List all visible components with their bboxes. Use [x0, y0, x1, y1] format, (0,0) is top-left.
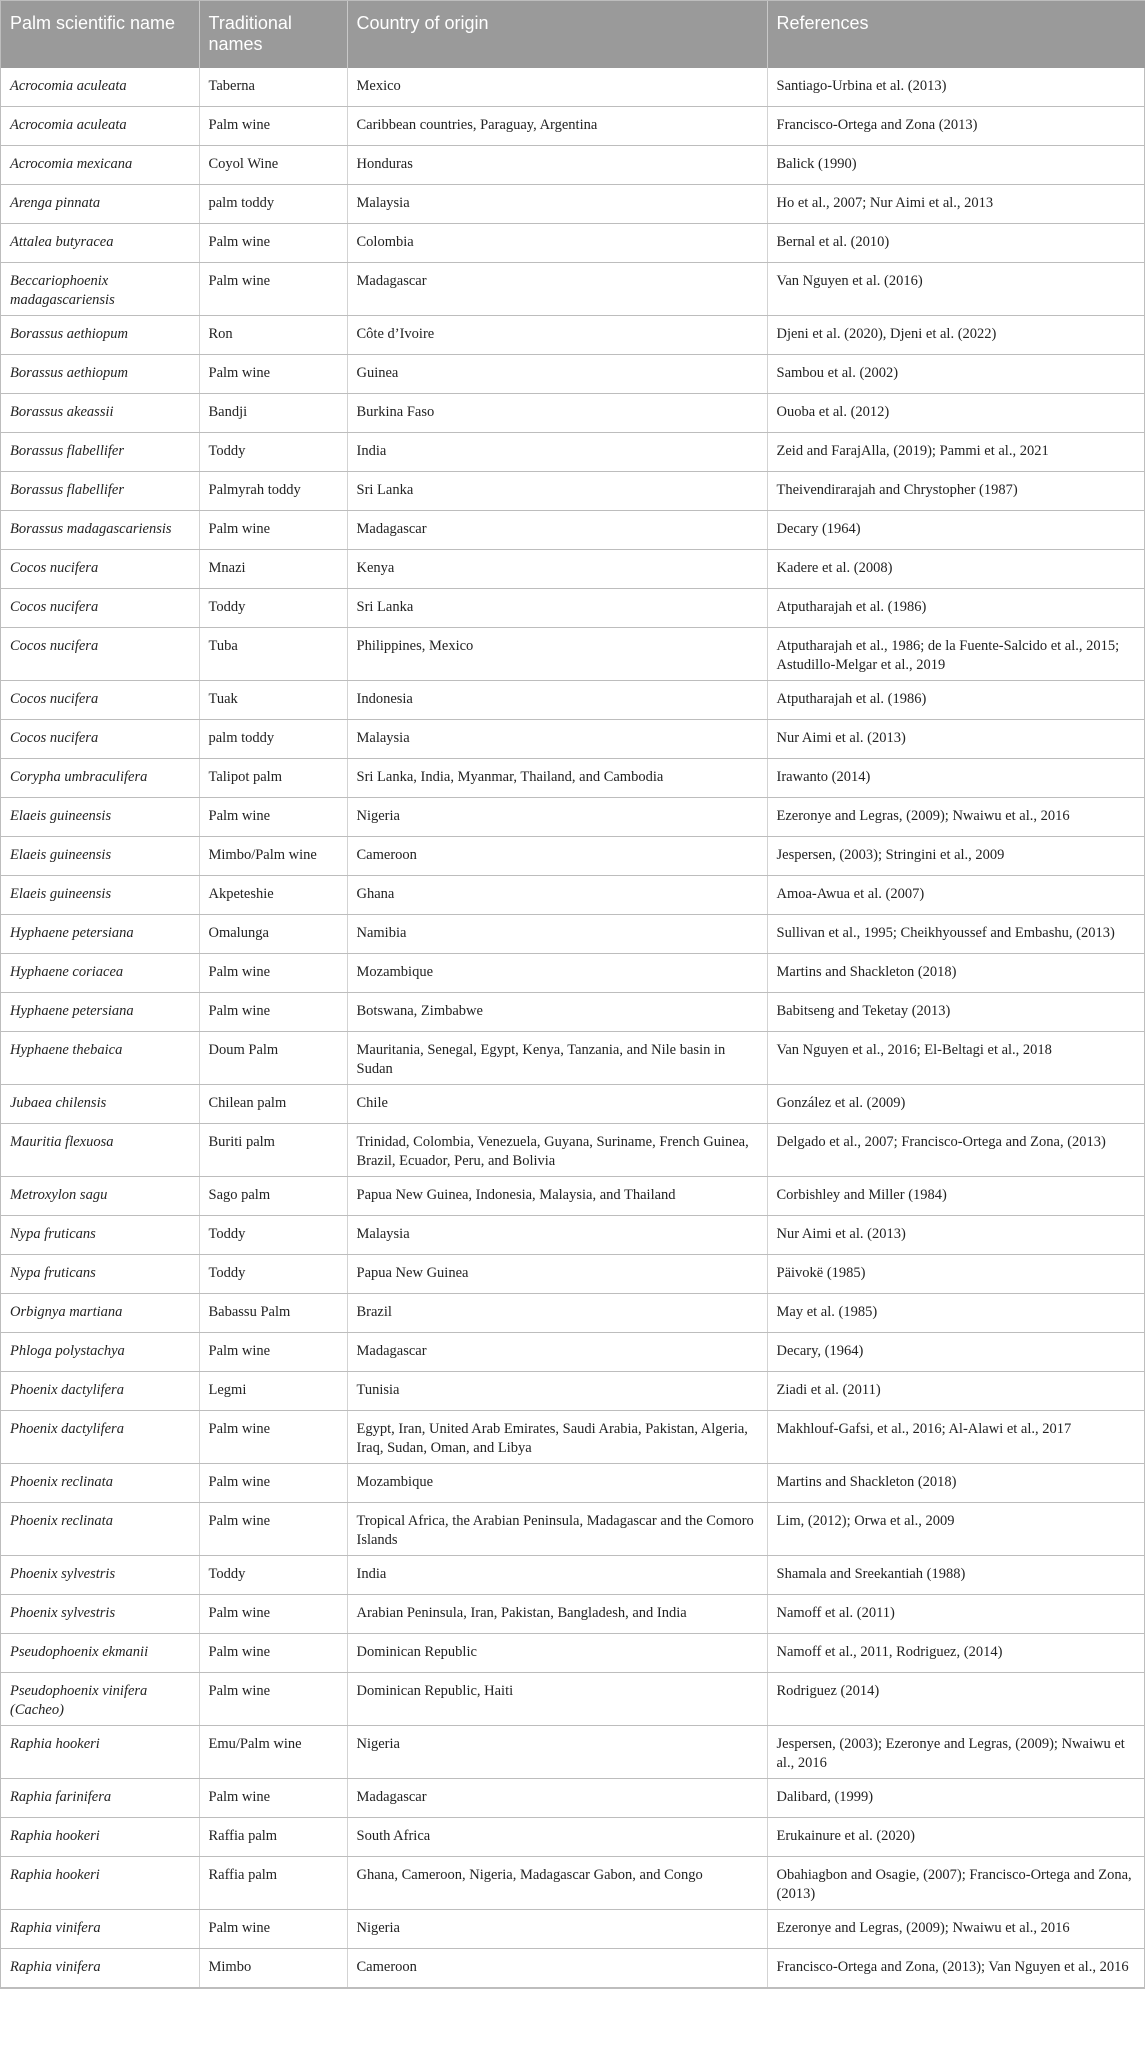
- country-cell: Côte d’Ivoire: [347, 316, 767, 355]
- country-cell: Namibia: [347, 915, 767, 954]
- table-row: [1, 1673, 1145, 1726]
- traditional-name-cell: Toddy: [199, 1216, 347, 1255]
- reference-cell: Van Nguyen et al., 2016; El-Beltagi et al., 2018: [767, 1032, 1145, 1085]
- table-row: [1, 355, 1145, 394]
- header-row: [1, 1, 1145, 68]
- country-cell: Mozambique: [347, 954, 767, 993]
- table-row: [1, 472, 1145, 511]
- country-cell: Dominican Republic, Haiti: [347, 1673, 767, 1726]
- reference-cell: Zeid and FarajAlla, (2019); Pammi et al., 2021: [767, 433, 1145, 472]
- scientific-name-cell: Cocos nucifera: [1, 720, 199, 759]
- reference-cell: Francisco-Ortega and Zona, (2013); Van Nguyen et al., 2016: [767, 1949, 1145, 1988]
- scientific-name-cell: Raphia vinifera: [1, 1910, 199, 1949]
- country-cell: Cameroon: [347, 1949, 767, 1988]
- country-cell: Tropical Africa, the Arabian Peninsula, Madagascar and the Comoro Islands: [347, 1503, 767, 1556]
- table-row: [1, 1503, 1145, 1556]
- table-row: [1, 263, 1145, 316]
- traditional-name-cell: Coyol Wine: [199, 146, 347, 185]
- reference-cell: Ziadi et al. (2011): [767, 1372, 1145, 1411]
- table-row: [1, 146, 1145, 185]
- scientific-name-cell: Elaeis guineensis: [1, 876, 199, 915]
- table-row: [1, 511, 1145, 550]
- reference-cell: Obahiagbon and Osagie, (2007); Francisco-Ortega and Zona, (2013): [767, 1857, 1145, 1910]
- scientific-name-cell: Corypha umbraculifera: [1, 759, 199, 798]
- scientific-name-cell: Pseudophoenix vinifera (Cacheo): [1, 1673, 199, 1726]
- table-row: [1, 1910, 1145, 1949]
- scientific-name-cell: Hyphaene coriacea: [1, 954, 199, 993]
- table-row: [1, 1726, 1145, 1779]
- reference-cell: Delgado et al., 2007; Francisco-Ortega and Zona, (2013): [767, 1124, 1145, 1177]
- country-cell: Ghana, Cameroon, Nigeria, Madagascar Gabon, and Congo: [347, 1857, 767, 1910]
- traditional-name-cell: palm toddy: [199, 720, 347, 759]
- reference-cell: Van Nguyen et al. (2016): [767, 263, 1145, 316]
- reference-cell: Ezeronye and Legras, (2009); Nwaiwu et al., 2016: [767, 798, 1145, 837]
- country-cell: Mozambique: [347, 1464, 767, 1503]
- table-row: [1, 681, 1145, 720]
- table-row: [1, 1949, 1145, 1988]
- header-traditional-names: Traditional names: [199, 1, 347, 68]
- table-row: [1, 1634, 1145, 1673]
- traditional-name-cell: Palm wine: [199, 1779, 347, 1818]
- scientific-name-cell: Orbignya martiana: [1, 1294, 199, 1333]
- country-cell: Sri Lanka: [347, 472, 767, 511]
- scientific-name-cell: Hyphaene thebaica: [1, 1032, 199, 1085]
- scientific-name-cell: Hyphaene petersiana: [1, 915, 199, 954]
- table-row: [1, 628, 1145, 681]
- scientific-name-cell: Metroxylon sagu: [1, 1177, 199, 1216]
- reference-cell: Atputharajah et al., 1986; de la Fuente-Salcido et al., 2015; Astudillo-Melgar et al., 2019: [767, 628, 1145, 681]
- country-cell: Colombia: [347, 224, 767, 263]
- table-row: [1, 1556, 1145, 1595]
- scientific-name-cell: Phoenix dactylifera: [1, 1411, 199, 1464]
- traditional-name-cell: Chilean palm: [199, 1085, 347, 1124]
- table-row: [1, 1255, 1145, 1294]
- scientific-name-cell: Raphia hookeri: [1, 1818, 199, 1857]
- scientific-name-cell: Acrocomia mexicana: [1, 146, 199, 185]
- table-row: [1, 1595, 1145, 1634]
- traditional-name-cell: Palm wine: [199, 355, 347, 394]
- scientific-name-cell: Nypa fruticans: [1, 1216, 199, 1255]
- traditional-name-cell: Palm wine: [199, 1595, 347, 1634]
- country-cell: Dominican Republic: [347, 1634, 767, 1673]
- reference-cell: Sullivan et al., 1995; Cheikhyoussef and Embashu, (2013): [767, 915, 1145, 954]
- scientific-name-cell: Phoenix dactylifera: [1, 1372, 199, 1411]
- table-row: [1, 1411, 1145, 1464]
- traditional-name-cell: Tuak: [199, 681, 347, 720]
- reference-cell: Babitseng and Teketay (2013): [767, 993, 1145, 1032]
- traditional-name-cell: Palm wine: [199, 1910, 347, 1949]
- traditional-name-cell: Emu/Palm wine: [199, 1726, 347, 1779]
- traditional-name-cell: Toddy: [199, 1255, 347, 1294]
- table-row: [1, 993, 1145, 1032]
- table-row: [1, 550, 1145, 589]
- table-row: [1, 1779, 1145, 1818]
- country-cell: Malaysia: [347, 1216, 767, 1255]
- header-country-of-origin: Country of origin: [347, 1, 767, 68]
- scientific-name-cell: Attalea butyracea: [1, 224, 199, 263]
- table-row: [1, 394, 1145, 433]
- reference-cell: Ezeronye and Legras, (2009); Nwaiwu et al., 2016: [767, 1910, 1145, 1949]
- reference-cell: Erukainure et al. (2020): [767, 1818, 1145, 1857]
- table-row: [1, 1177, 1145, 1216]
- country-cell: Chile: [347, 1085, 767, 1124]
- traditional-name-cell: Mnazi: [199, 550, 347, 589]
- scientific-name-cell: Borassus flabellifer: [1, 433, 199, 472]
- scientific-name-cell: Jubaea chilensis: [1, 1085, 199, 1124]
- scientific-name-cell: Acrocomia aculeata: [1, 68, 199, 107]
- scientific-name-cell: Cocos nucifera: [1, 628, 199, 681]
- scientific-name-cell: Beccariophoenix madagascariensis: [1, 263, 199, 316]
- reference-cell: Namoff et al., 2011, Rodriguez, (2014): [767, 1634, 1145, 1673]
- table-row: [1, 876, 1145, 915]
- scientific-name-cell: Borassus flabellifer: [1, 472, 199, 511]
- country-cell: India: [347, 433, 767, 472]
- scientific-name-cell: Elaeis guineensis: [1, 798, 199, 837]
- country-cell: Kenya: [347, 550, 767, 589]
- table-row: [1, 1216, 1145, 1255]
- country-cell: Arabian Peninsula, Iran, Pakistan, Bangladesh, and India: [347, 1595, 767, 1634]
- scientific-name-cell: Hyphaene petersiana: [1, 993, 199, 1032]
- traditional-name-cell: Omalunga: [199, 915, 347, 954]
- reference-cell: Martins and Shackleton (2018): [767, 1464, 1145, 1503]
- traditional-name-cell: Tuba: [199, 628, 347, 681]
- country-cell: Indonesia: [347, 681, 767, 720]
- country-cell: Madagascar: [347, 1779, 767, 1818]
- reference-cell: Dalibard, (1999): [767, 1779, 1145, 1818]
- traditional-name-cell: Palmyrah toddy: [199, 472, 347, 511]
- traditional-name-cell: Palm wine: [199, 954, 347, 993]
- table-row: [1, 107, 1145, 146]
- reference-cell: Balick (1990): [767, 146, 1145, 185]
- country-cell: Sri Lanka: [347, 589, 767, 628]
- table-row: [1, 1333, 1145, 1372]
- traditional-name-cell: Palm wine: [199, 224, 347, 263]
- reference-cell: Kadere et al. (2008): [767, 550, 1145, 589]
- traditional-name-cell: Palm wine: [199, 511, 347, 550]
- scientific-name-cell: Borassus aethiopum: [1, 316, 199, 355]
- table-row: [1, 1085, 1145, 1124]
- reference-cell: May et al. (1985): [767, 1294, 1145, 1333]
- reference-cell: Atputharajah et al. (1986): [767, 681, 1145, 720]
- country-cell: Malaysia: [347, 720, 767, 759]
- table-header: [1, 1, 1145, 68]
- table-row: [1, 1372, 1145, 1411]
- table-row: [1, 1032, 1145, 1085]
- traditional-name-cell: Mimbo/Palm wine: [199, 837, 347, 876]
- reference-cell: Shamala and Sreekantiah (1988): [767, 1556, 1145, 1595]
- scientific-name-cell: Phloga polystachya: [1, 1333, 199, 1372]
- reference-cell: Namoff et al. (2011): [767, 1595, 1145, 1634]
- scientific-name-cell: Acrocomia aculeata: [1, 107, 199, 146]
- palm-wine-table: [1, 1, 1145, 1988]
- traditional-name-cell: Toddy: [199, 589, 347, 628]
- table-row: [1, 720, 1145, 759]
- reference-cell: Djeni et al. (2020), Djeni et al. (2022): [767, 316, 1145, 355]
- table-row: [1, 759, 1145, 798]
- traditional-name-cell: palm toddy: [199, 185, 347, 224]
- country-cell: Nigeria: [347, 1726, 767, 1779]
- scientific-name-cell: Raphia hookeri: [1, 1857, 199, 1910]
- country-cell: Mexico: [347, 68, 767, 107]
- reference-cell: Bernal et al. (2010): [767, 224, 1145, 263]
- traditional-name-cell: Palm wine: [199, 1411, 347, 1464]
- table-row: [1, 1857, 1145, 1910]
- traditional-name-cell: Babassu Palm: [199, 1294, 347, 1333]
- scientific-name-cell: Borassus aethiopum: [1, 355, 199, 394]
- scientific-name-cell: Raphia hookeri: [1, 1726, 199, 1779]
- scientific-name-cell: Arenga pinnata: [1, 185, 199, 224]
- traditional-name-cell: Palm wine: [199, 1634, 347, 1673]
- table-row: [1, 1464, 1145, 1503]
- table-row: [1, 798, 1145, 837]
- scientific-name-cell: Borassus akeassii: [1, 394, 199, 433]
- traditional-name-cell: Legmi: [199, 1372, 347, 1411]
- country-cell: Papua New Guinea: [347, 1255, 767, 1294]
- table-row: [1, 68, 1145, 107]
- traditional-name-cell: Palm wine: [199, 798, 347, 837]
- traditional-name-cell: Toddy: [199, 433, 347, 472]
- traditional-name-cell: Palm wine: [199, 1464, 347, 1503]
- reference-cell: González et al. (2009): [767, 1085, 1145, 1124]
- reference-cell: Sambou et al. (2002): [767, 355, 1145, 394]
- table-body: [1, 68, 1145, 1988]
- reference-cell: Decary (1964): [767, 511, 1145, 550]
- country-cell: Nigeria: [347, 1910, 767, 1949]
- reference-cell: Lim, (2012); Orwa et al., 2009: [767, 1503, 1145, 1556]
- country-cell: Caribbean countries, Paraguay, Argentina: [347, 107, 767, 146]
- traditional-name-cell: Palm wine: [199, 993, 347, 1032]
- traditional-name-cell: Palm wine: [199, 1673, 347, 1726]
- country-cell: Tunisia: [347, 1372, 767, 1411]
- table-row: [1, 316, 1145, 355]
- traditional-name-cell: Akpeteshie: [199, 876, 347, 915]
- traditional-name-cell: Palm wine: [199, 1333, 347, 1372]
- table-row: [1, 224, 1145, 263]
- traditional-name-cell: Talipot palm: [199, 759, 347, 798]
- reference-cell: Jespersen, (2003); Ezeronye and Legras, (2009); Nwaiwu et al., 2016: [767, 1726, 1145, 1779]
- scientific-name-cell: Phoenix sylvestris: [1, 1595, 199, 1634]
- scientific-name-cell: Raphia vinifera: [1, 1949, 199, 1988]
- scientific-name-cell: Nypa fruticans: [1, 1255, 199, 1294]
- scientific-name-cell: Elaeis guineensis: [1, 837, 199, 876]
- table-row: [1, 915, 1145, 954]
- country-cell: Ghana: [347, 876, 767, 915]
- table-row: [1, 837, 1145, 876]
- traditional-name-cell: Raffia palm: [199, 1857, 347, 1910]
- traditional-name-cell: Mimbo: [199, 1949, 347, 1988]
- scientific-name-cell: Pseudophoenix ekmanii: [1, 1634, 199, 1673]
- traditional-name-cell: Raffia palm: [199, 1818, 347, 1857]
- country-cell: Nigeria: [347, 798, 767, 837]
- scientific-name-cell: Phoenix sylvestris: [1, 1556, 199, 1595]
- reference-cell: Amoa-Awua et al. (2007): [767, 876, 1145, 915]
- table-row: [1, 1124, 1145, 1177]
- scientific-name-cell: Mauritia flexuosa: [1, 1124, 199, 1177]
- country-cell: Philippines, Mexico: [347, 628, 767, 681]
- reference-cell: Atputharajah et al. (1986): [767, 589, 1145, 628]
- header-scientific-name: Palm scientific name: [1, 1, 199, 68]
- country-cell: India: [347, 1556, 767, 1595]
- reference-cell: Rodriguez (2014): [767, 1673, 1145, 1726]
- traditional-name-cell: Buriti palm: [199, 1124, 347, 1177]
- reference-cell: Francisco-Ortega and Zona (2013): [767, 107, 1145, 146]
- country-cell: Egypt, Iran, United Arab Emirates, Saudi Arabia, Pakistan, Algeria, Iraq, Sudan, Oman, and Libya: [347, 1411, 767, 1464]
- country-cell: Sri Lanka, India, Myanmar, Thailand, and Cambodia: [347, 759, 767, 798]
- country-cell: Madagascar: [347, 263, 767, 316]
- country-cell: Trinidad, Colombia, Venezuela, Guyana, Suriname, French Guinea, Brazil, Ecuador, Peru, and Bolivia: [347, 1124, 767, 1177]
- scientific-name-cell: Raphia farinifera: [1, 1779, 199, 1818]
- traditional-name-cell: Palm wine: [199, 1503, 347, 1556]
- reference-cell: Jespersen, (2003); Stringini et al., 2009: [767, 837, 1145, 876]
- traditional-name-cell: Ron: [199, 316, 347, 355]
- scientific-name-cell: Cocos nucifera: [1, 681, 199, 720]
- table-row: [1, 1818, 1145, 1857]
- scientific-name-cell: Phoenix reclinata: [1, 1503, 199, 1556]
- reference-cell: Ho et al., 2007; Nur Aimi et al., 2013: [767, 185, 1145, 224]
- country-cell: Mauritania, Senegal, Egypt, Kenya, Tanzania, and Nile basin in Sudan: [347, 1032, 767, 1085]
- country-cell: Guinea: [347, 355, 767, 394]
- country-cell: Madagascar: [347, 1333, 767, 1372]
- reference-cell: Corbishley and Miller (1984): [767, 1177, 1145, 1216]
- table-row: [1, 1294, 1145, 1333]
- scientific-name-cell: Cocos nucifera: [1, 589, 199, 628]
- table-row: [1, 589, 1145, 628]
- country-cell: Brazil: [347, 1294, 767, 1333]
- country-cell: Papua New Guinea, Indonesia, Malaysia, and Thailand: [347, 1177, 767, 1216]
- country-cell: South Africa: [347, 1818, 767, 1857]
- table-row: [1, 433, 1145, 472]
- scientific-name-cell: Borassus madagascariensis: [1, 511, 199, 550]
- reference-cell: Päivokë (1985): [767, 1255, 1145, 1294]
- reference-cell: Irawanto (2014): [767, 759, 1145, 798]
- header-references: References: [767, 1, 1145, 68]
- reference-cell: Nur Aimi et al. (2013): [767, 720, 1145, 759]
- reference-cell: Ouoba et al. (2012): [767, 394, 1145, 433]
- country-cell: Burkina Faso: [347, 394, 767, 433]
- reference-cell: Decary, (1964): [767, 1333, 1145, 1372]
- traditional-name-cell: Sago palm: [199, 1177, 347, 1216]
- traditional-name-cell: Toddy: [199, 1556, 347, 1595]
- reference-cell: Santiago-Urbina et al. (2013): [767, 68, 1145, 107]
- scientific-name-cell: Cocos nucifera: [1, 550, 199, 589]
- country-cell: Malaysia: [347, 185, 767, 224]
- reference-cell: Theivendirarajah and Chrystopher (1987): [767, 472, 1145, 511]
- country-cell: Botswana, Zimbabwe: [347, 993, 767, 1032]
- reference-cell: Nur Aimi et al. (2013): [767, 1216, 1145, 1255]
- country-cell: Madagascar: [347, 511, 767, 550]
- table-row: [1, 954, 1145, 993]
- country-cell: Cameroon: [347, 837, 767, 876]
- traditional-name-cell: Bandji: [199, 394, 347, 433]
- reference-cell: Makhlouf-Gafsi, et al., 2016; Al-Alawi et al., 2017: [767, 1411, 1145, 1464]
- reference-cell: Martins and Shackleton (2018): [767, 954, 1145, 993]
- table-row: [1, 185, 1145, 224]
- traditional-name-cell: Taberna: [199, 68, 347, 107]
- traditional-name-cell: Palm wine: [199, 107, 347, 146]
- traditional-name-cell: Palm wine: [199, 263, 347, 316]
- country-cell: Honduras: [347, 146, 767, 185]
- traditional-name-cell: Doum Palm: [199, 1032, 347, 1085]
- scientific-name-cell: Phoenix reclinata: [1, 1464, 199, 1503]
